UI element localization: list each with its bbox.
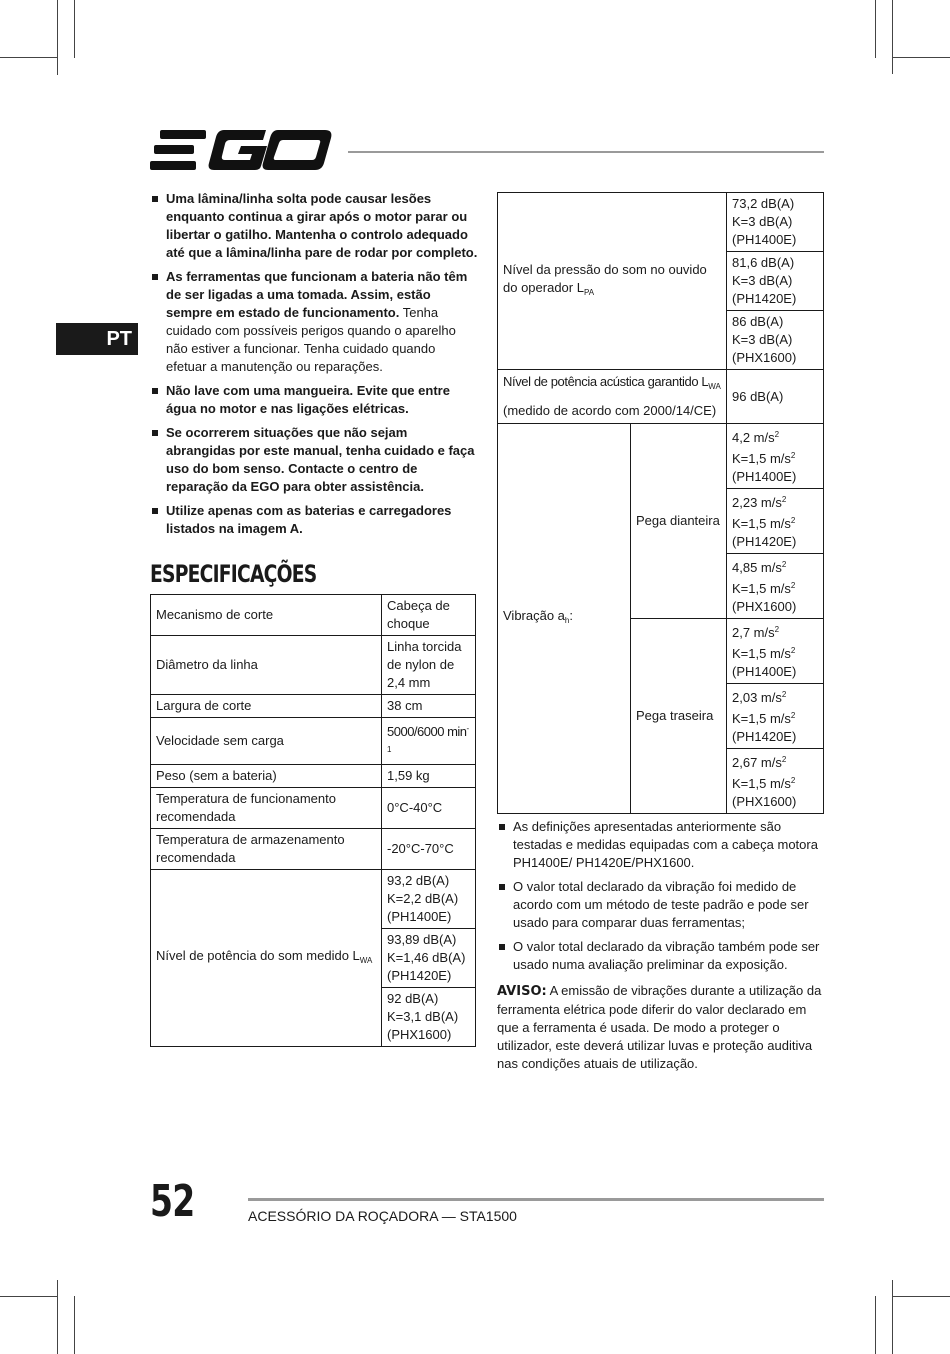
table-row [151,595,476,636]
table-row [151,636,476,695]
table-row [151,695,476,718]
subscript: WA [359,955,373,965]
spec-value [727,554,824,619]
value-line: (PH1400E) [387,909,452,924]
value-line: K=3 dB(A) [732,273,793,288]
crop-mark [875,0,876,58]
value-line: K=1,5 m/s [732,711,791,726]
list-item [150,268,478,376]
table-row [498,370,824,424]
spec-value: Linha torcida de nylon de 2,4 mm [382,636,476,695]
crop-mark [57,1280,58,1354]
header-rule [348,151,824,153]
crop-mark [892,0,893,74]
spec-label: Mecanismo de corte [151,595,382,636]
spec-label: Temperatura de funcionamento recomendada [151,788,382,829]
bullet-bold-text: Uma lâmina/linha solta pode causar lesões enquanto continua a girar após o motor parar ou libertar o gatilho. Mantenha o controlo adequado até que a lâmina/linha pare de rodar por completo. [166,191,478,260]
superscript: 2 [790,516,796,525]
subscript: h [564,616,570,625]
warning-paragraph [497,982,825,1073]
spec-value [727,193,824,252]
section-title: ESPECIFICAÇÕES [150,560,317,588]
language-tab [56,323,138,355]
value-line: K=2,2 dB(A) [387,891,459,906]
value-line: 2,67 m/s [732,755,782,770]
spec-value [382,988,476,1047]
superscript: 2 [781,690,787,699]
spec-label: Peso (sem a bateria) [151,765,382,788]
list-item [150,502,478,538]
language-tab-label: PT [106,327,132,350]
spec-value [727,489,824,554]
spec-label-text: Nível de potência do som medido L [156,947,360,963]
spec-label [498,193,727,370]
value-line: (PH1400E) [732,232,797,247]
superscript: 2 [781,755,787,764]
value-line: (PHX1600) [732,350,797,365]
bullet-bold-text: Utilize apenas com as baterias e carregadores listados na imagem A. [166,503,452,536]
table-row [151,788,476,829]
list-item: As definições apresentadas anteriormente são testadas e medidas equipadas com a cabeça motora PH1400E/ PH1420E/PHX1600. [497,818,825,872]
superscript: 2 [781,560,787,569]
superscript: 2 [774,625,780,634]
list-item: O valor total declarado da vibração foi medido de acordo com um método de teste padrão e pode ser usado para comparar duas ferramentas; [497,878,825,932]
value-line: K=3,1 dB(A) [387,1009,459,1024]
value-line: K=1,5 m/s [732,776,791,791]
list-item [150,382,478,418]
spec-label-text: Nível de potência acústica garantido L [503,374,709,389]
warning-text: A emissão de vibrações durante a utilização da ferramenta elétrica pode diferir do valor declarado em que a ferramenta é usada. De modo a proteger o utilizador, este deverá utilizar luvas e proteção auditiva nas condições atuais de utilização. [497,983,822,1071]
spec-label [498,424,631,814]
bullet-bold-text: Se ocorrerem situações que não sejam abrangidas por este manual, tenha cuidado e faça uso do bom senso. Contacte o centro de reparação da EGO para obter assistência. [166,425,475,494]
list-item: O valor total declarado da vibração também pode ser usado numa avaliação preliminar da exposição. [497,938,825,974]
value-line: 92 dB(A) [387,991,439,1006]
value-line: K=1,5 m/s [732,516,791,531]
subscript: WA [708,382,721,391]
superscript: 2 [790,711,796,720]
ego-logo [150,128,332,172]
value-line: (PHX1600) [387,1027,452,1042]
superscript: 2 [790,776,796,785]
bullet-bold-text: As ferramentas que funcionam a bateria não têm de ser ligadas a uma tomada. Assim, estão sempre em estado de funcionamento. [166,269,468,320]
list-item [150,190,478,262]
crop-mark [892,57,950,58]
value-line: (PH1400E) [732,469,797,484]
spec-value [382,929,476,988]
spec-label: Largura de corte [151,695,382,718]
bullet-text: Tenha cuidado com possíveis perigos quando o aparelho não estiver a funcionar. Tenha cuidado quando efetuar a manutenção ou reparações. [166,305,456,374]
superscript: 2 [774,430,780,439]
spec-value [727,311,824,370]
spec-value [382,870,476,929]
spec-value [727,252,824,311]
spec-value [727,619,824,684]
value-line: 81,6 dB(A) [732,255,795,270]
crop-mark [74,1296,75,1354]
value-line: 2,03 m/s [732,690,782,705]
crop-mark [0,57,58,58]
value-line: 93,2 dB(A) [387,873,450,888]
superscript: 2 [790,646,796,655]
spec-value [727,749,824,814]
table-row [151,765,476,788]
spec-value: 96 dB(A) [727,370,824,424]
spec-value: 1,59 kg [382,765,476,788]
spec-table-left [150,594,476,1047]
spec-label: Velocidade sem carga [151,718,382,765]
value-line: K=3 dB(A) [732,214,793,229]
spec-label [498,370,727,424]
table-row [498,424,824,489]
superscript: -1 [387,724,469,754]
crop-mark [57,74,58,75]
superscript: 2 [781,495,787,504]
spec-label-text: : [569,608,573,623]
spec-sublabel: Pega dianteira [631,424,727,619]
superscript: 2 [790,451,796,460]
spec-value [727,424,824,489]
value-line: (PH1420E) [732,534,797,549]
value-line: 2,23 m/s [732,495,782,510]
spec-table-right [497,192,824,814]
spec-label: Temperatura de armazenamento recomendada [151,829,382,870]
value-line: (PH1420E) [387,968,452,983]
spec-value [382,718,476,765]
bullet-bold-text: Não lave com uma mangueira. Evite que entre água no motor e nas ligações elétricas. [166,383,450,416]
value-line: K=1,46 dB(A) [387,950,466,965]
spec-value: 0°C-40°C [382,788,476,829]
subscript: PA [583,287,595,297]
value-line: (PHX1600) [732,794,797,809]
crop-mark [74,0,75,58]
value-line: (PH1420E) [732,291,797,306]
spec-value: Cabeça de choque [382,595,476,636]
value-line: (PH1420E) [732,729,797,744]
safety-instructions [150,190,478,544]
crop-mark [875,1296,876,1354]
superscript: 2 [790,581,796,590]
value-line: 86 dB(A) [732,314,784,329]
value-line: (PHX1600) [732,599,797,614]
crop-mark [892,1296,950,1297]
spec-value-text: 5000/6000 min [387,724,467,739]
table-row [498,193,824,252]
notes-list [497,818,825,974]
value-line: K=1,5 m/s [732,646,791,661]
table-row [151,829,476,870]
footer-title: ACESSÓRIO DA ROÇADORA — STA1500 [248,1208,517,1224]
safety-list [150,190,478,538]
spec-value: -20°C-70°C [382,829,476,870]
value-line: (PH1400E) [732,664,797,679]
crop-mark [57,0,58,74]
spec-value: 38 cm [382,695,476,718]
spec-sublabel: Pega traseira [631,619,727,814]
list-item [150,424,478,496]
spec-label-text: (medido de acordo com 2000/14/CE) [503,403,717,418]
spec-label-text: Nível da pressão do som no ouvido do operador L [503,261,707,295]
footer-rule [248,1198,824,1201]
value-line: K=1,5 m/s [732,451,791,466]
value-line: 73,2 dB(A) [732,196,795,211]
table-row [151,718,476,765]
spec-label: Diâmetro da linha [151,636,382,695]
crop-mark [0,1296,58,1297]
value-line: K=1,5 m/s [732,581,791,596]
value-line: 2,7 m/s [732,625,775,640]
crop-mark [892,1280,893,1354]
page-number: 52 [150,1176,195,1227]
spec-label [151,870,382,1047]
spec-label-text: Vibração a [503,608,565,623]
spec-value [727,684,824,749]
table-row [151,870,476,929]
warning-label: AVISO: [497,984,547,999]
value-line: 4,2 m/s [732,430,775,445]
value-line: 93,89 dB(A) [387,932,457,947]
value-line: K=3 dB(A) [732,332,793,347]
value-line: 4,85 m/s [732,560,782,575]
spec-notes [497,818,825,1073]
